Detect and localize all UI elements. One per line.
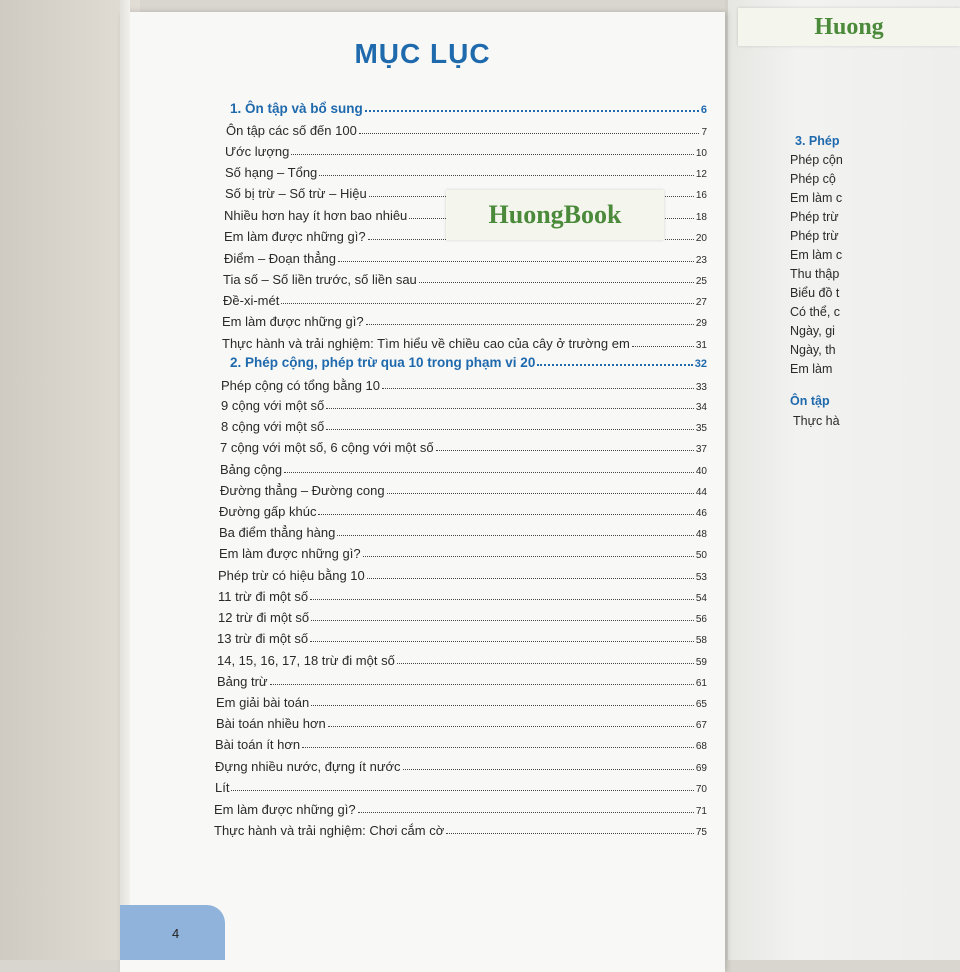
dot-leader [419,282,694,283]
right-page-entry: Em làm c [790,248,843,262]
dot-leader [359,133,700,134]
right-page-entry: Phép trừ [790,229,839,243]
dot-leader [397,663,694,664]
toc-entry-page: 70 [695,784,707,795]
toc-section-row [230,350,707,370]
toc-row [215,775,707,795]
toc-entry-page: 46 [695,508,707,519]
toc-row [222,309,707,329]
toc-entry-label: Nhiều hơn hay ít hơn bao nhiêu [224,208,408,223]
toc-entry-label: Bài toán ít hơn [215,737,301,752]
toc-entry-page: 44 [695,487,707,498]
dot-leader [537,364,692,366]
toc-entry-page: 53 [695,572,707,583]
right-page-entry: Biểu đồ t [790,286,840,300]
toc-section-row [230,96,707,116]
toc-row [220,457,707,477]
toc-entry-label: Thực hành và trải nghiệm: Tìm hiểu về chiều cao của cây ở trường em [222,336,630,351]
toc-entry-label: 11 trừ đi một số [218,589,309,604]
toc-row [223,267,707,287]
toc-entry-page: 18 [695,212,707,223]
toc-entry-page: 33 [695,382,707,393]
toc-entry-label: Em làm được những gì? [224,229,366,244]
dot-leader [281,303,694,304]
right-page-entry: Phép trừ [790,210,839,224]
dot-leader [382,388,694,389]
toc-entry-page: 12 [695,169,707,180]
toc-entry-label: 14, 15, 16, 17, 18 trừ đi một số [217,653,395,668]
dot-leader [326,429,694,430]
toc-entry-label: 13 trừ đi một số [217,631,309,646]
toc-entry-page: 31 [695,340,707,351]
right-page-section: 3. Phép [795,134,840,148]
toc-row [222,331,707,351]
dot-leader [326,408,694,409]
dot-leader [270,684,694,685]
toc-entry-label: Đề-xi-mét [223,293,280,308]
toc-row [223,288,707,308]
toc-entry-label: Bảng trừ [217,674,268,689]
dot-leader [302,747,694,748]
dot-leader [318,514,693,515]
toc-entry-label: Thực hành và trải nghiệm: Chơi cắm cờ [214,823,445,838]
toc-entry-page: 10 [695,148,707,159]
right-page-entry: Thu thập [790,267,840,281]
dot-leader [358,812,694,813]
toc-entry-label: Tia số – Số liền trước, số liền sau [223,272,417,287]
right-page [728,0,960,960]
toc-entry-label: Ba điểm thẳng hàng [219,525,336,540]
toc-entry-page: 23 [695,255,707,266]
toc-entry-page: 34 [695,402,707,413]
toc-entry-page: 50 [695,550,707,561]
toc-row [221,373,707,393]
toc-entry-page: 6 [700,104,707,116]
toc-entry-label: 12 trừ đi một số [218,610,310,625]
toc-entry-label: 2. Phép cộng, phép trừ qua 10 trong phạm vi 20 [230,355,536,370]
toc-entry-label: Em làm được những gì? [222,314,364,329]
right-page-entry: Có thể, c [790,305,841,319]
toc-entry-page: 32 [694,358,707,370]
toc-row [218,584,707,604]
toc-entry-label: 8 cộng với một số [221,419,325,434]
toc-entry-page: 58 [695,635,707,646]
toc-entry-page: 7 [701,127,707,138]
toc-entry-label: Ước lượng [225,144,290,159]
dot-leader [363,556,694,557]
toc-row [226,118,707,138]
toc-entry-page: 54 [695,593,707,604]
toc-entry-page: 29 [695,318,707,329]
dot-leader [632,346,694,347]
toc-entry-page: 67 [695,720,707,731]
page-number: 4 [172,926,180,941]
dot-leader [328,726,694,727]
toc-row [221,414,707,434]
toc-row [221,393,707,413]
page-title: MỤC LỤC [354,38,491,69]
right-page-entry: Em làm c [790,191,843,205]
watermark-huongbook: HuongBook [446,190,664,240]
toc-entry-page: 59 [695,657,707,668]
right-page-section: Ôn tập [790,394,830,408]
toc-entry-page: 61 [695,678,707,689]
right-page-entry: Ngày, th [790,343,836,357]
toc-row [219,520,707,540]
right-page-entry: Phép cộn [790,153,843,167]
toc-entry-label: Phép cộng có tổng bằng 10 [221,378,381,393]
toc-entry-label: Số bị trừ – Số trừ – Hiệu [225,186,367,201]
toc-entry-page: 35 [695,423,707,434]
right-page-entry: Em làm [790,362,833,376]
toc-entry-label: Điểm – Đoạn thẳng [224,251,337,266]
toc-row [215,754,707,774]
toc-row [220,435,707,455]
toc-entry-label: Lít [215,780,230,795]
toc-row [217,626,707,646]
toc-row [224,246,707,266]
toc-entry-label: Em làm được những gì? [219,546,361,561]
toc-entry-page: 75 [695,827,707,838]
toc-entry-label: Bài toán nhiều hơn [216,716,326,731]
dot-leader [337,535,694,536]
toc-row [217,669,707,689]
toc-entry-page: 71 [695,806,707,817]
toc-entry-label: Đường gấp khúc [219,504,317,519]
dot-leader [310,599,694,600]
toc-entry-label: Đựng nhiều nước, đựng ít nước [215,759,401,774]
toc-entry-page: 37 [695,444,707,455]
toc-row [219,541,707,561]
toc-entry-label: 9 cộng với một số [221,398,325,413]
toc-row [214,818,707,838]
dot-leader [319,175,694,176]
toc-entry-page: 56 [695,614,707,625]
dot-leader [311,705,694,706]
toc-row [225,160,707,180]
toc-row [216,690,707,710]
toc-entry-page: 25 [695,276,707,287]
toc-entry-label: Phép trừ có hiệu bằng 10 [218,568,365,583]
toc-row [225,139,707,159]
toc-entry-label: Em giải bài toán [216,695,310,710]
dot-leader [365,110,699,112]
toc-entry-page: 27 [695,297,707,308]
toc-entry-label: Số hạng – Tổng [225,165,318,180]
toc-entry-page: 48 [695,529,707,540]
dot-leader [403,769,694,770]
dot-leader [311,620,694,621]
page-edge [120,0,130,960]
toc-row [219,499,707,519]
dot-leader [446,833,694,834]
toc-row [218,563,707,583]
toc-entry-page: 69 [695,763,707,774]
dot-leader [284,472,694,473]
dot-leader [387,493,694,494]
dot-leader [231,790,693,791]
right-page-entry: Ngày, gi [790,324,835,338]
dot-leader [338,261,694,262]
dot-leader [310,641,694,642]
toc-row [214,797,707,817]
dot-leader [366,324,694,325]
toc-row [218,605,707,625]
toc-entry-label: Bảng cộng [220,462,283,477]
toc-row [215,732,707,752]
toc-row [220,478,707,498]
toc-entry-page: 16 [695,190,707,201]
right-page-entry: Thực hà [793,414,840,428]
toc-entry-page: 40 [695,466,707,477]
dot-leader [291,154,694,155]
toc-entry-label: 1. Ôn tập và bổ sung [230,101,363,116]
dot-leader [436,450,694,451]
watermark-corner: Huong [738,8,960,46]
toc-entry-page: 20 [695,233,707,244]
toc-entry-label: Em làm được những gì? [214,802,356,817]
right-page-entry: Phép cộ [790,172,836,186]
toc-entry-page: 65 [695,699,707,710]
toc-row [217,648,707,668]
toc-entry-label: Đường thẳng – Đường cong [220,483,385,498]
toc-entry-label: Ôn tập các số đến 100 [226,123,357,138]
toc-entry-label: 7 cộng với một số, 6 cộng với một số [220,440,434,455]
background-surface [0,0,140,960]
toc-entry-page: 68 [695,741,707,752]
toc-row [216,711,707,731]
dot-leader [367,578,694,579]
